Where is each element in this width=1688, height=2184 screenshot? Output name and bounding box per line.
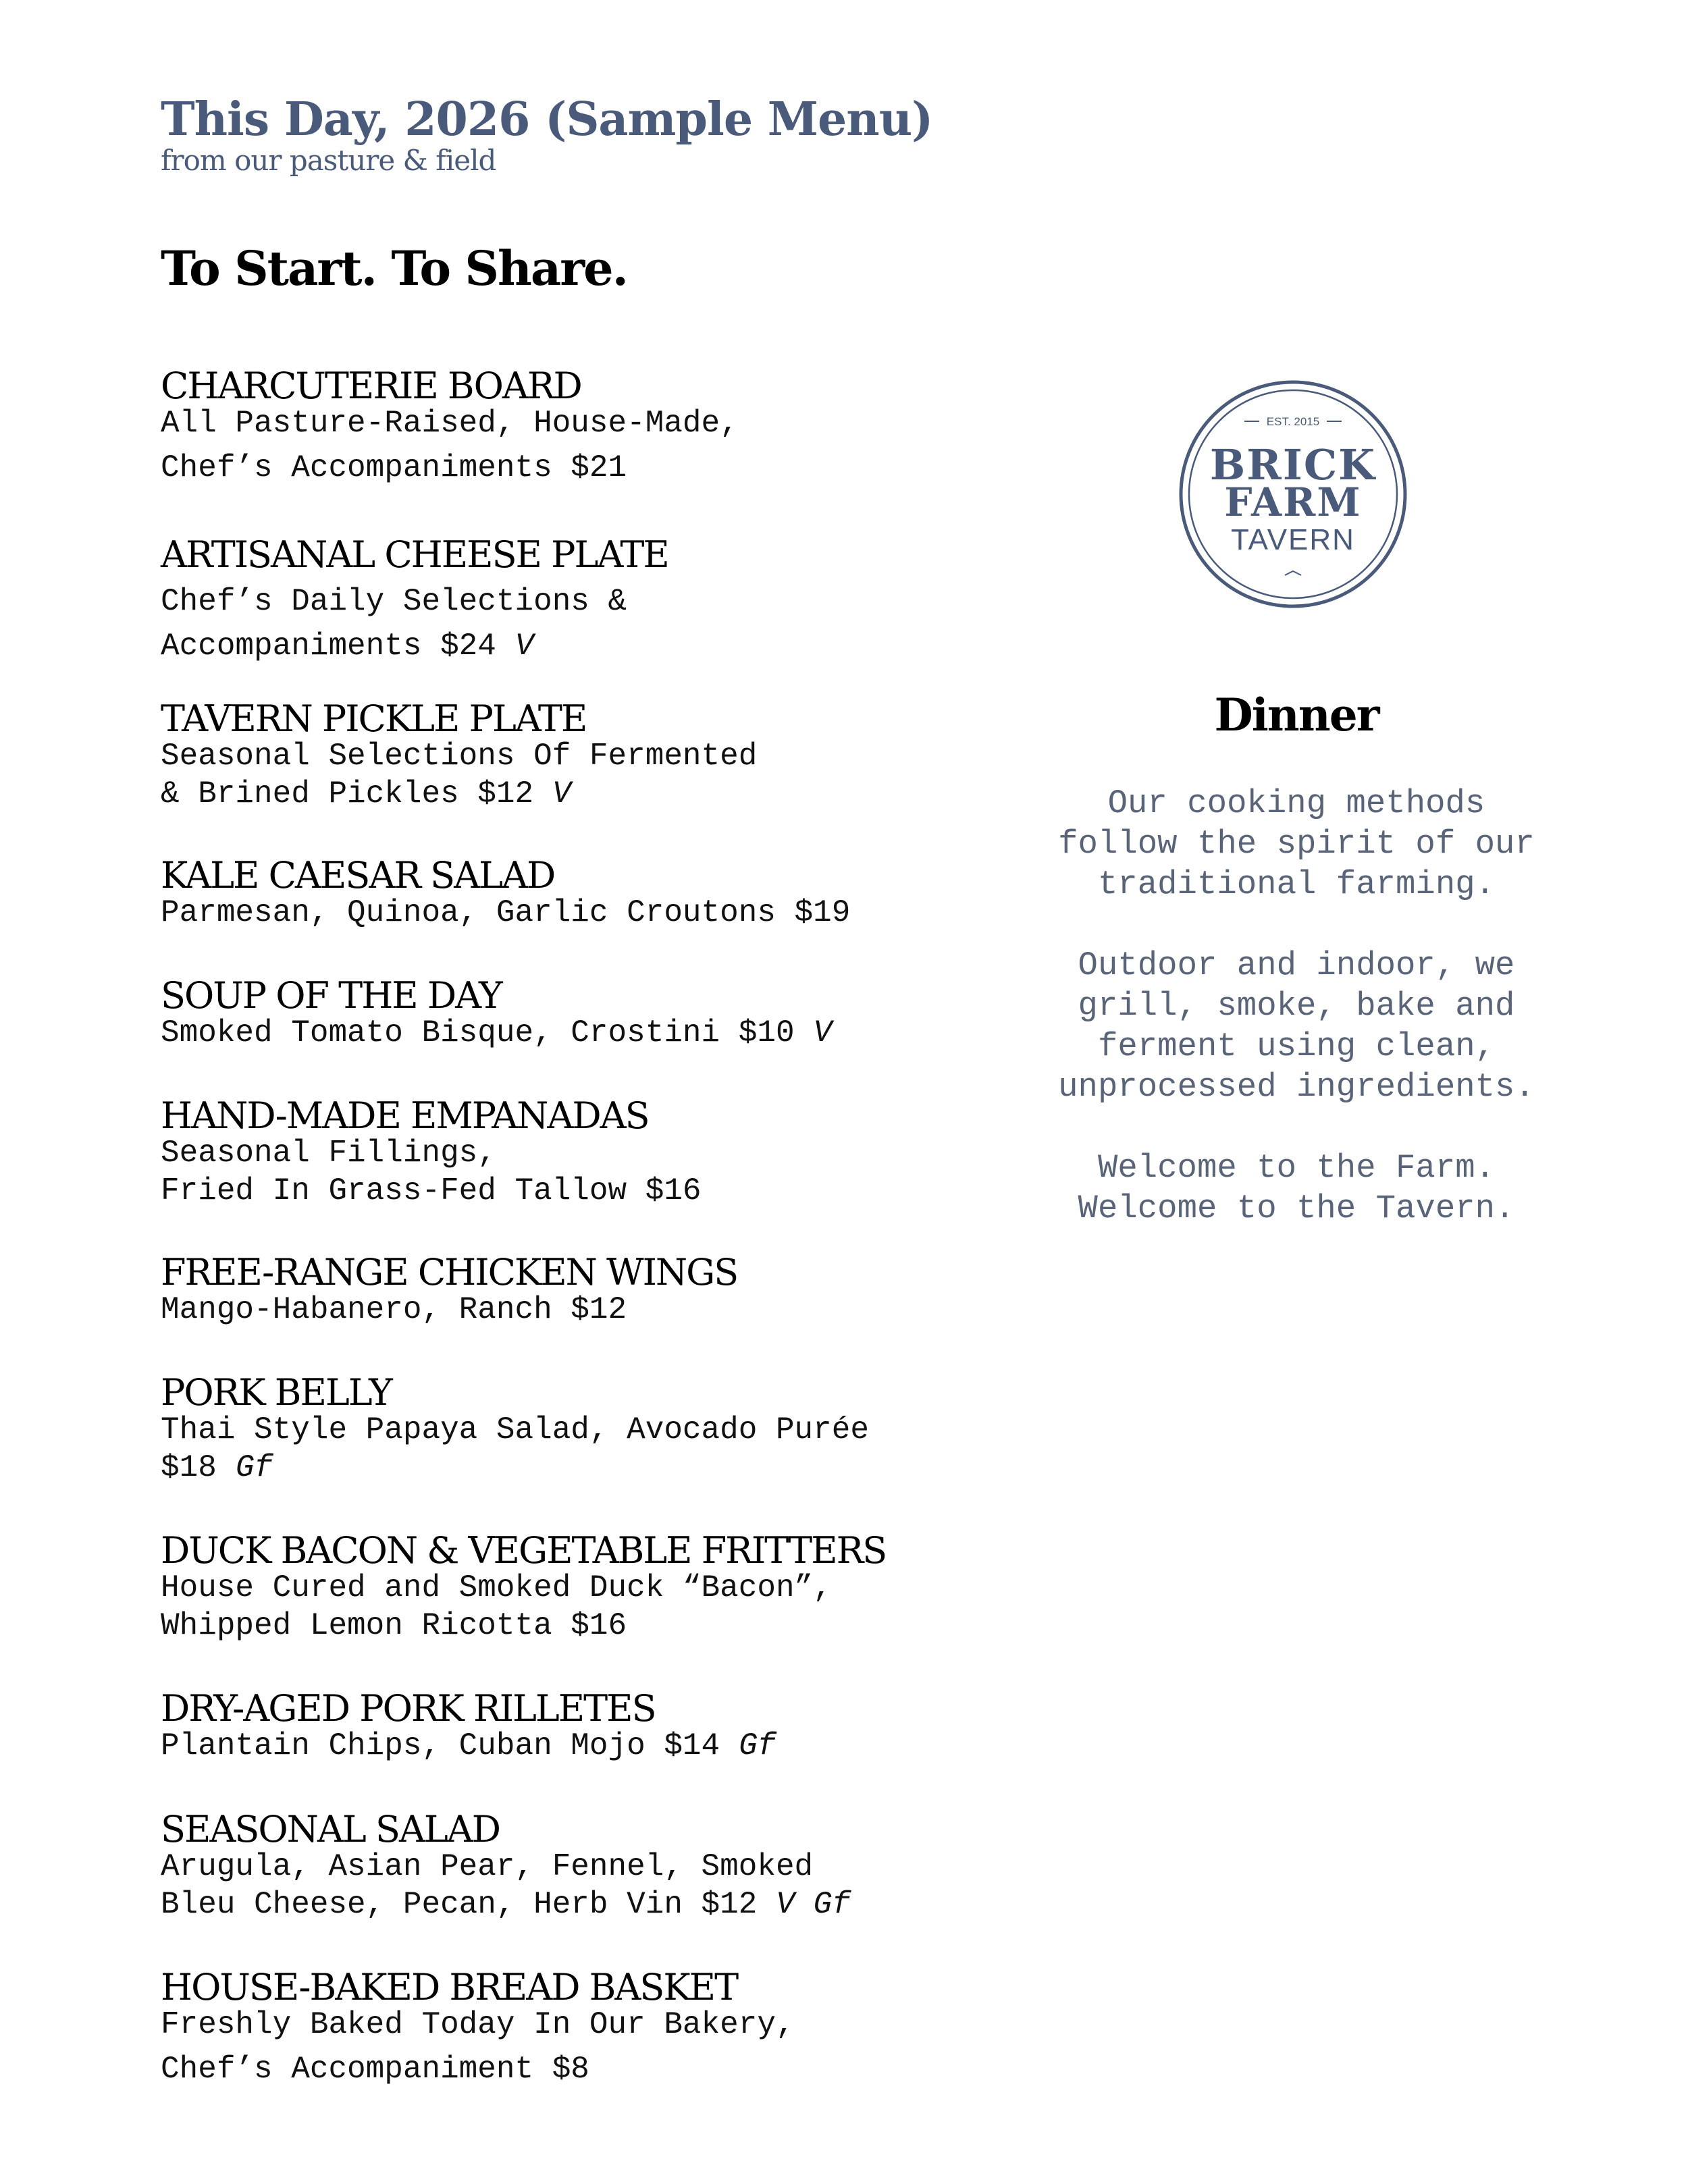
menu-item: [161, 1808, 971, 1923]
menu-item-description: [161, 737, 971, 813]
menu-item: [161, 1371, 971, 1487]
menu-item-description-line: [161, 1134, 971, 1172]
menu-item-description: [161, 1848, 971, 1923]
dietary-tag: Gf: [739, 1728, 776, 1763]
logo-farm: FARM: [1224, 479, 1362, 525]
menu-item-name: KALE CAESAR SALAD: [161, 854, 555, 897]
menu-item: [161, 1094, 971, 1210]
menu-item-description: [161, 1569, 971, 1645]
menu-item-name: PORK BELLY: [161, 1371, 392, 1414]
dietary-tag: V: [552, 776, 571, 811]
dinner-intro-line: Our cooking methods: [1107, 784, 1485, 822]
menu-item-description-line: [161, 1886, 971, 1923]
menu-item-description-text: Parmesan, Quinoa, Garlic Croutons $19: [161, 895, 851, 930]
dinner-intro-line: grill, smoke, bake and: [1078, 987, 1515, 1025]
menu-item-description-line: [161, 1848, 971, 1886]
menu-item-description: [161, 894, 971, 932]
dinner-intro-line: Welcome to the Tavern.: [1078, 1190, 1515, 1227]
menu-item-description-text: Chef’s Accompaniment $8: [161, 2052, 589, 2087]
menu-item-description-line: [161, 1291, 971, 1329]
logo-est: EST. 2015: [1266, 415, 1320, 428]
menu-item-name: TAVERN PICKLE PLATE: [161, 697, 587, 740]
menu-item-description-text: Smoked Tomato Bisque, Crostini $10: [161, 1015, 795, 1050]
menu-item-name: HOUSE-BAKED BREAD BASKET: [161, 1966, 738, 2008]
menu-item-description-text: Whipped Lemon Ricotta $16: [161, 1608, 627, 1643]
logo-seal: [1177, 378, 1409, 610]
menu-item-description-text: All Pasture-Raised, House-Made,: [161, 406, 739, 441]
menu-item-description-text: Thai Style Papaya Salad, Avocado Purée: [161, 1412, 869, 1447]
brick-farm-tavern-logo: [1177, 378, 1409, 610]
menu-item-description: [161, 404, 971, 487]
dinner-intro-line: traditional farming.: [1097, 865, 1496, 903]
dinner-intro-paragraph: [999, 945, 1593, 1107]
menu-item-description-line: [161, 1172, 971, 1210]
dietary-tag: V: [515, 629, 534, 664]
menu-item-description: [161, 1411, 971, 1487]
menu-item-name: ARTISANAL CHEESE PLATE: [161, 533, 668, 576]
page-subtitle: from our pasture & field: [161, 143, 496, 177]
dinner-intro-paragraph: [999, 783, 1593, 905]
menu-item-description-line: [161, 1727, 971, 1765]
menu-item-description-text: Plantain Chips, Cuban Mojo $14: [161, 1728, 720, 1763]
dinner-heading: Dinner: [1214, 689, 1379, 741]
menu-item-description-line: [161, 1014, 971, 1052]
menu-item-description-text: Bleu Cheese, Pecan, Herb Vin $12: [161, 1887, 758, 1922]
dietary-tag: Gf: [235, 1450, 273, 1485]
dinner-intro-line: Outdoor and indoor, we: [1078, 947, 1515, 984]
menu-item: [161, 1251, 971, 1329]
menu-item-description-text: Freshly Baked Today In Our Bakery,: [161, 2007, 795, 2042]
menu-item: [161, 365, 971, 487]
menu-item-description-line: [161, 1411, 971, 1449]
logo-brick: BRICK: [1209, 440, 1377, 489]
menu-item-description-line: [161, 1449, 971, 1487]
menu-item: [161, 533, 971, 665]
logo-bottom-ornament: [1285, 571, 1301, 575]
menu-item-name: HAND-MADE EMPANADAS: [161, 1094, 649, 1137]
menu-item-description-line: [161, 1569, 971, 1607]
menu-item-description-text: Seasonal Fillings,: [161, 1136, 496, 1171]
menu-item-name: FREE-RANGE CHICKEN WINGS: [161, 1251, 738, 1294]
menu-item: [161, 1966, 971, 2088]
menu-item-description-line: [161, 2006, 971, 2044]
menu-item-description-text: Fried In Grass-Fed Tallow $16: [161, 1173, 702, 1208]
menu-item-description-text: Chef’s Daily Selections &: [161, 584, 627, 619]
menu-item-description-line: [161, 1607, 971, 1645]
menu-item-description-line: [161, 894, 971, 932]
logo-tavern: TAVERN: [1231, 523, 1355, 556]
menu-item-name: DRY-AGED PORK RILLETES: [161, 1687, 656, 1730]
menu-item-description-line: [161, 449, 971, 487]
section-heading: To Start. To Share.: [161, 240, 628, 296]
menu-item-description: [161, 1291, 971, 1329]
menu-item-description-line: [161, 404, 971, 442]
menu-item: [161, 974, 971, 1052]
menu-item-description: [161, 1727, 971, 1765]
dinner-intro-line: follow the spirit of our: [1058, 825, 1535, 863]
menu-item: [161, 854, 971, 932]
menu-item-description-line: [161, 775, 971, 813]
dinner-intro-paragraph: [999, 1148, 1593, 1229]
menu-item-description-text: $18: [161, 1450, 217, 1485]
dinner-intro-line: unprocessed ingredients.: [1058, 1068, 1535, 1106]
menu-item-description: [161, 583, 971, 665]
dinner-intro-line: Welcome to the Farm.: [1097, 1149, 1496, 1187]
menu-item-description-text: Seasonal Selections Of Fermented: [161, 739, 758, 774]
menu-item-name: SEASONAL SALAD: [161, 1808, 500, 1850]
menu-item-description-text: Arugula, Asian Pear, Fennel, Smoked: [161, 1849, 814, 1884]
menu-item-description: [161, 1014, 971, 1052]
dietary-tag: V: [813, 1015, 833, 1050]
menu-item-description-text: Chef’s Accompaniments $21: [161, 450, 627, 485]
menu-item-description-line: [161, 583, 971, 620]
menu-item-description-text: Mango-Habanero, Ranch $12: [161, 1292, 627, 1327]
menu-item-description: [161, 2006, 971, 2088]
page-header: [161, 92, 933, 177]
page-title: This Day, 2026 (Sample Menu): [161, 92, 933, 147]
menu-item: [161, 1529, 971, 1645]
menu-item: [161, 697, 971, 813]
menu-item-description-line: [161, 2050, 971, 2088]
menu-item-description-text: House Cured and Smoked Duck “Bacon”,: [161, 1570, 832, 1605]
menu-item-name: SOUP OF THE DAY: [161, 974, 502, 1017]
menu-item-description-text: Accompaniments $24: [161, 629, 496, 664]
menu-item: [161, 1687, 971, 1765]
menu-item-description: [161, 1134, 971, 1210]
menu-item-description-text: & Brined Pickles $12: [161, 776, 534, 811]
menu-item-name: DUCK BACON & VEGETABLE FRITTERS: [161, 1529, 887, 1572]
menu-item-description-line: [161, 627, 971, 665]
menu-item-name: CHARCUTERIE BOARD: [161, 365, 581, 407]
dinner-intro-line: ferment using clean,: [1097, 1028, 1496, 1065]
menu-item-description-line: [161, 737, 971, 775]
dietary-tag: V Gf: [776, 1887, 851, 1922]
